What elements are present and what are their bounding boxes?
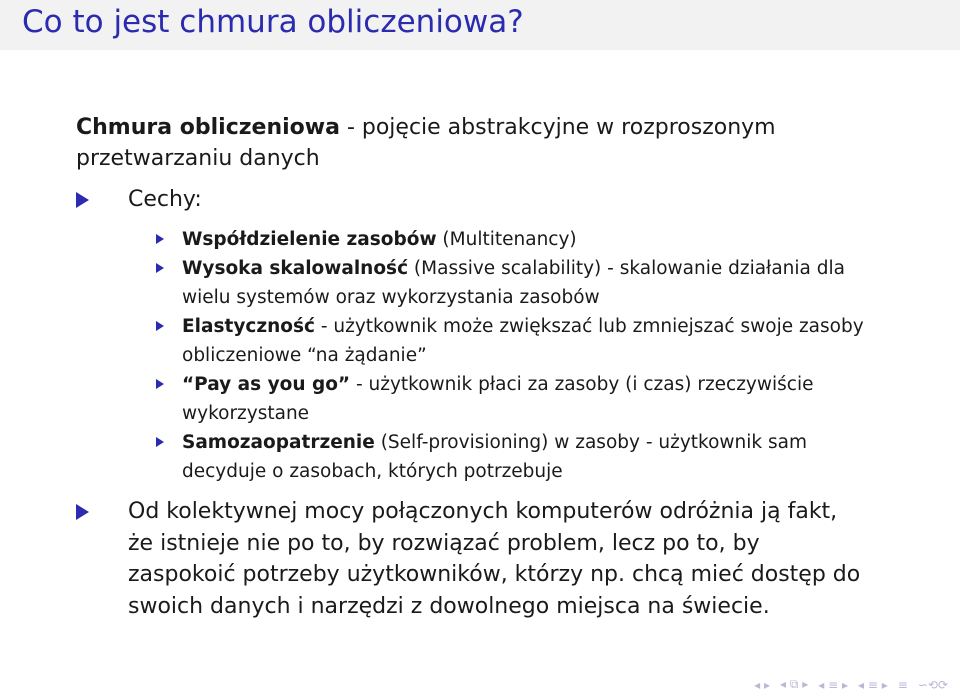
feature-term: Elastyczność bbox=[182, 316, 315, 337]
intro-definition: - pojęcie abstrakcyjne w rozproszonym przetwarzaniu danych bbox=[76, 115, 776, 171]
sub-bullet-triangle-icon bbox=[156, 437, 164, 447]
nav-section-icon[interactable]: ◂ ≡ ▸ bbox=[818, 677, 849, 692]
nav-subsection-icon[interactable]: ◂ ≡ ▸ bbox=[858, 677, 888, 692]
feature-desc: (Self-provisioning) w zasoby - użytkownik sam decyduje o zasobach, których potrzebuje bbox=[182, 432, 807, 482]
sub-bullet-triangle-icon bbox=[156, 263, 164, 273]
features-label: Cechy: bbox=[128, 187, 202, 212]
feature-desc: (Massive scalability) - skalowanie działania dla wielu systemów oraz wykorzystania zasobów bbox=[182, 258, 845, 308]
beamer-navigation bbox=[754, 677, 948, 692]
feature-term: “Pay as you go” bbox=[182, 374, 351, 395]
nav-search-icon[interactable]: ∽⟲⟳ bbox=[917, 677, 948, 692]
intro-paragraph bbox=[76, 112, 866, 174]
intro-term: Chmura obliczeniowa bbox=[76, 115, 340, 140]
slide-title: Co to jest chmura obliczeniowa? bbox=[22, 4, 524, 40]
feature-desc: - użytkownik płaci za zasoby (i czas) rzeczywiście wykorzystane bbox=[182, 374, 814, 424]
nav-first-icon[interactable]: ◂ ▸ bbox=[754, 677, 771, 692]
nav-frame-icon[interactable]: ◂ ⧉ ▸ bbox=[780, 677, 809, 691]
sub-bullet-triangle-icon bbox=[156, 379, 164, 389]
feature-term: Współdzielenie zasobów bbox=[182, 229, 437, 250]
bullet-triangle-icon bbox=[76, 504, 89, 520]
feature-desc: (Multitenancy) bbox=[436, 229, 577, 250]
bullet-triangle-icon bbox=[76, 192, 89, 208]
sub-bullet-triangle-icon bbox=[156, 234, 164, 244]
nav-align-icon[interactable]: ≡ bbox=[897, 677, 908, 692]
sub-bullet-triangle-icon bbox=[156, 321, 164, 331]
feature-term: Wysoka skalowalność bbox=[182, 258, 409, 279]
feature-desc: - użytkownik może zwiększać lub zmniejszać swoje zasoby obliczeniowe “na żądanie” bbox=[182, 316, 864, 366]
feature-term: Samozaopatrzenie bbox=[182, 432, 375, 453]
final-point-text: Od kolektywnej mocy połączonych komputerów odróżnia ją fakt, że istnieje nie po to, by rozwiązać problem, lecz po to, by zaspokoić potrzeby użytkowników, którzy np. chcą mieć dostęp do swoich danych i narzędzi z dowolnego miejsca na świecie. bbox=[128, 499, 861, 619]
